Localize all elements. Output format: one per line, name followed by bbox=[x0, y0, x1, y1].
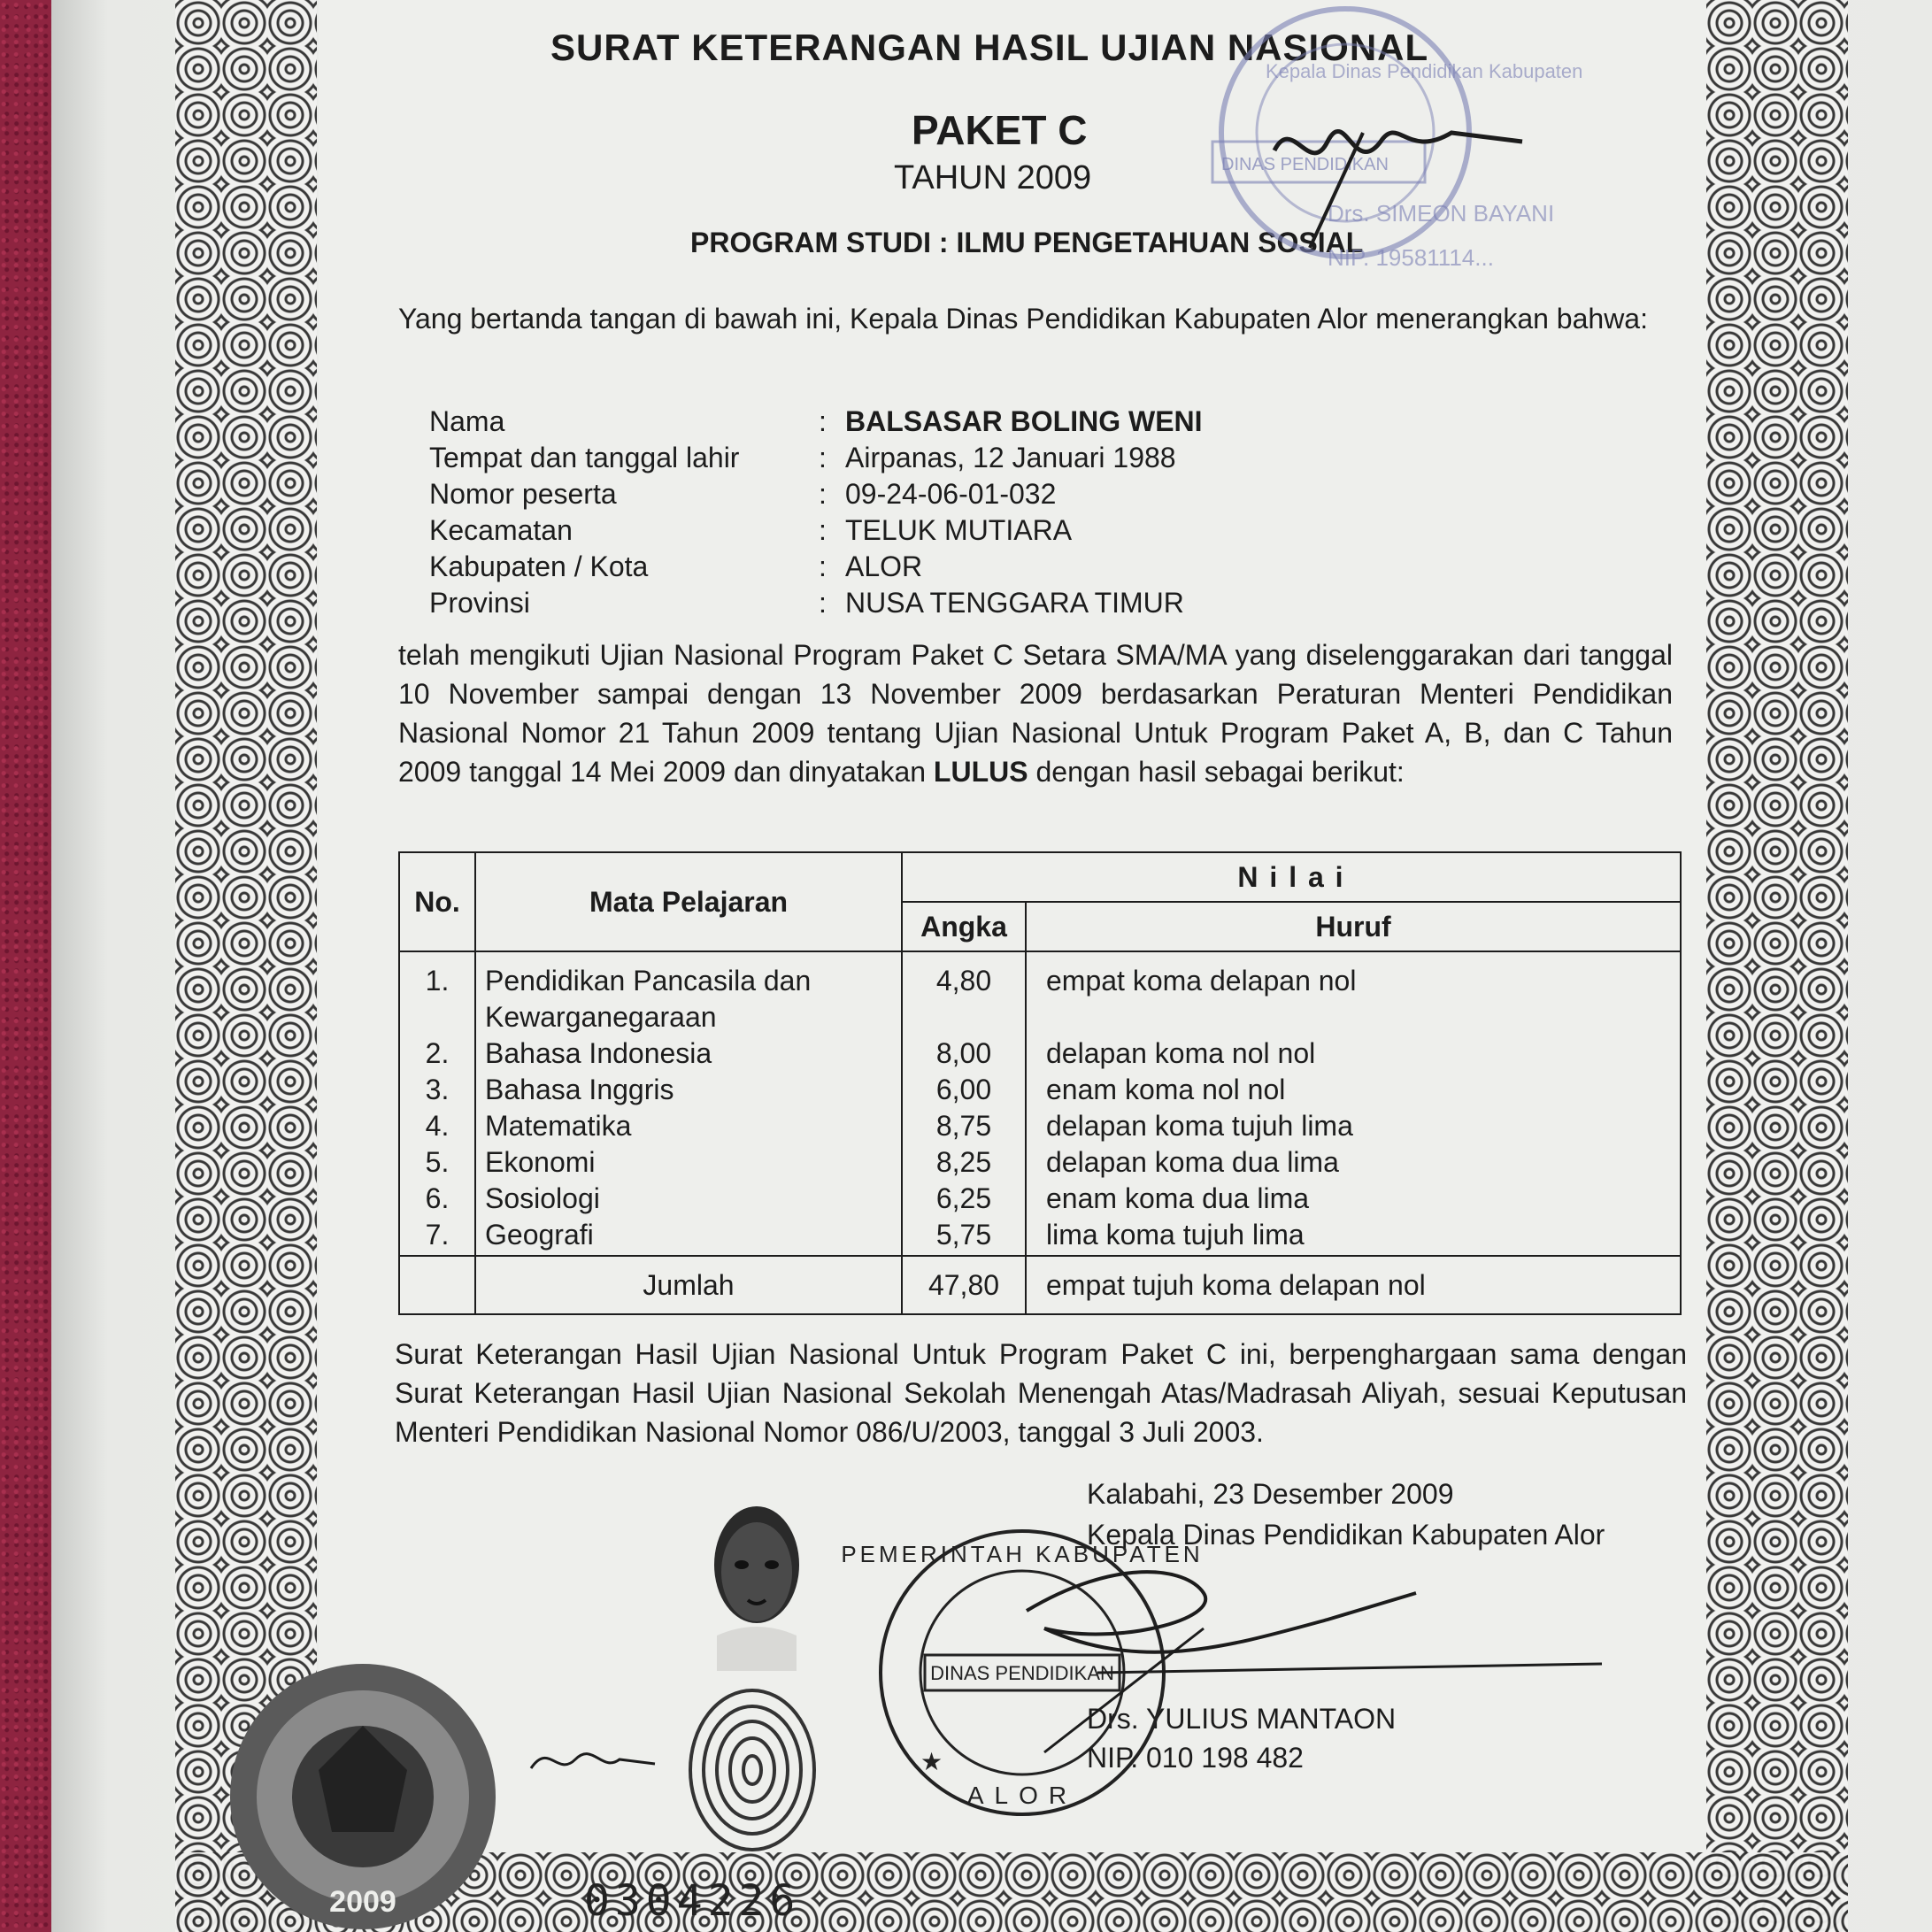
field-label: Nomor peserta bbox=[429, 478, 617, 510]
bottom-stamp-top-text: PEMERINTAH KABUPATEN bbox=[841, 1541, 1204, 1567]
top-stamp-line2: Kepala Dinas Pendidikan Kabupaten bbox=[1266, 60, 1583, 82]
row-no bbox=[399, 1001, 475, 1037]
row-angka: 6,00 bbox=[902, 1074, 1026, 1110]
bottom-stamp-center: DINAS PENDIDIKAN bbox=[930, 1662, 1114, 1684]
field-colon: : bbox=[819, 442, 827, 473]
field-colon: : bbox=[819, 514, 827, 546]
seal-2009-icon bbox=[204, 1620, 522, 1932]
field-colon: : bbox=[819, 550, 827, 582]
field-colon: : bbox=[819, 405, 827, 437]
intro-paragraph: Yang bertanda tangan di bawah ini, Kepala Dinas Pendidikan Kabupaten Alor menerangkan bahwa: bbox=[398, 303, 1648, 335]
row-no: 4. bbox=[399, 1110, 475, 1146]
statement-text: telah mengikuti Ujian Nasional Program Paket C Setara SMA/MA yang diselenggarakan dari tanggal 10 November sampai dengan 13 November 2009 berdasarkan Peraturan Menteri Pendidikan Nasional Nomor 21 Tahun 2009 tentang Ujian Nasional Untuk Program Paket A, B, dan C Tahun 2009 tanggal 14 Mei 2009 dan dinyatakan bbox=[398, 639, 1673, 788]
row-huruf bbox=[1026, 1001, 1681, 1037]
table-row bbox=[399, 965, 1681, 1001]
row-huruf: empat koma delapan nol bbox=[1026, 965, 1681, 1001]
row-subject: Geografi bbox=[475, 1219, 902, 1256]
table-row bbox=[399, 1219, 1681, 1256]
row-huruf: lima koma tujuh lima bbox=[1026, 1219, 1681, 1256]
fingerprint-icon bbox=[681, 1682, 823, 1859]
document-paket: PAKET C bbox=[912, 107, 1088, 153]
header-huruf: Huruf bbox=[1026, 902, 1681, 951]
row-huruf: enam koma dua lima bbox=[1026, 1182, 1681, 1219]
total-angka: 47,80 bbox=[902, 1256, 1026, 1314]
header-subject: Mata Pelajaran bbox=[475, 852, 902, 951]
row-angka: 6,25 bbox=[902, 1182, 1026, 1219]
total-row bbox=[399, 1256, 1681, 1314]
row-subject: Sosiologi bbox=[475, 1182, 902, 1219]
top-stamp-line3: Drs. SIMEON BAYANI bbox=[1328, 200, 1555, 227]
row-subject: Ekonomi bbox=[475, 1146, 902, 1182]
document-year: TAHUN 2009 bbox=[894, 159, 1092, 196]
field-value-nama: BALSASAR BOLING WENI bbox=[845, 405, 1203, 437]
total-huruf: empat tujuh koma delapan nol bbox=[1026, 1256, 1681, 1314]
row-no: 3. bbox=[399, 1074, 475, 1110]
top-signature-icon bbox=[1257, 97, 1540, 257]
closing-paragraph: Surat Keterangan Hasil Ujian Nasional Untuk Program Paket C ini, berpenghargaan sama dengan Surat Keterangan Hasil Ujian Nasional Sekolah Menengah Atas/Madrasah Aliyah, sesuai Keputusan Menteri Pendidikan Nasional Nomor 086/U/2003, tanggal 3 Juli 2003. bbox=[395, 1338, 1687, 1448]
statement-tail: dengan hasil sebagai berikut: bbox=[1035, 756, 1405, 788]
row-angka: 5,75 bbox=[902, 1219, 1026, 1256]
field-value: Airpanas, 12 Januari 1988 bbox=[845, 442, 1176, 473]
row-subject: Kewarganegaraan bbox=[475, 1001, 902, 1037]
statement-paragraph bbox=[398, 635, 1673, 791]
table-row bbox=[399, 1182, 1681, 1219]
field-value: TELUK MUTIARA bbox=[845, 514, 1073, 546]
header-no: No. bbox=[399, 852, 475, 951]
row-huruf: delapan koma tujuh lima bbox=[1026, 1110, 1681, 1146]
student-signature-icon bbox=[522, 1733, 664, 1786]
row-subject: Bahasa Inggris bbox=[475, 1074, 902, 1110]
official-nip: NIP. 010 198 482 bbox=[1087, 1742, 1304, 1774]
field-label: Nama bbox=[429, 405, 505, 437]
field-label: Kecamatan bbox=[429, 514, 573, 546]
table-row bbox=[399, 1146, 1681, 1182]
field-colon: : bbox=[819, 478, 827, 510]
row-angka: 4,80 bbox=[902, 965, 1026, 1001]
result-lulus: LULUS bbox=[933, 756, 1028, 788]
table-row bbox=[399, 1110, 1681, 1146]
place-date: Kalabahi, 23 Desember 2009 bbox=[1087, 1478, 1454, 1510]
field-value: 09-24-06-01-032 bbox=[845, 478, 1057, 510]
row-no: 1. bbox=[399, 965, 475, 1001]
row-huruf: delapan koma nol nol bbox=[1026, 1037, 1681, 1074]
official-name: Drs. YULIUS MANTAON bbox=[1087, 1703, 1397, 1735]
row-angka: 8,00 bbox=[902, 1037, 1026, 1074]
document-title: SURAT KETERANGAN HASIL UJIAN NASIONAL bbox=[550, 27, 1429, 68]
total-label: Jumlah bbox=[475, 1256, 902, 1314]
total-no-cell bbox=[399, 1256, 475, 1314]
serial-number: 0304226 bbox=[584, 1876, 801, 1926]
document-program: PROGRAM STUDI : ILMU PENGETAHUAN SOSIAL bbox=[690, 227, 1364, 258]
row-no: 7. bbox=[399, 1219, 475, 1256]
top-stamp-line4: NIP. 19581114... bbox=[1328, 244, 1494, 271]
field-label: Kabupaten / Kota bbox=[429, 550, 649, 582]
row-angka bbox=[902, 1001, 1026, 1037]
row-huruf: enam koma nol nol bbox=[1026, 1074, 1681, 1110]
row-no: 2. bbox=[399, 1037, 475, 1074]
field-value: ALOR bbox=[845, 550, 923, 582]
grades-table bbox=[398, 851, 1682, 1315]
main-signature-icon bbox=[1009, 1540, 1628, 1761]
field-colon: : bbox=[819, 587, 827, 619]
seal-year: 2009 bbox=[329, 1885, 396, 1919]
table-row bbox=[399, 1001, 1681, 1037]
row-no: 6. bbox=[399, 1182, 475, 1219]
row-angka: 8,75 bbox=[902, 1110, 1026, 1146]
field-value: NUSA TENGGARA TIMUR bbox=[845, 587, 1184, 619]
star-icon: ★ bbox=[920, 1748, 943, 1775]
row-subject: Bahasa Indonesia bbox=[475, 1037, 902, 1074]
field-label: Provinsi bbox=[429, 587, 530, 619]
table-row bbox=[399, 1037, 1681, 1074]
row-huruf: delapan koma dua lima bbox=[1026, 1146, 1681, 1182]
spacer-row bbox=[399, 951, 1681, 965]
row-subject: Matematika bbox=[475, 1110, 902, 1146]
row-angka: 8,25 bbox=[902, 1146, 1026, 1182]
top-stamp-line1: DINAS PENDIDIKAN bbox=[1221, 155, 1389, 174]
header-angka: Angka bbox=[902, 902, 1026, 951]
row-no: 5. bbox=[399, 1146, 475, 1182]
official-title: Kepala Dinas Pendidikan Kabupaten Alor bbox=[1087, 1519, 1605, 1551]
student-photo bbox=[699, 1485, 814, 1671]
bottom-stamp-bottom-text: ALOR bbox=[966, 1782, 1078, 1809]
header-nilai: N i l a i bbox=[902, 852, 1681, 902]
right-border-ornament bbox=[1706, 0, 1848, 1932]
row-subject: Pendidikan Pancasila dan bbox=[475, 965, 902, 1001]
field-label: Tempat dan tanggal lahir bbox=[429, 442, 740, 473]
table-row bbox=[399, 1074, 1681, 1110]
